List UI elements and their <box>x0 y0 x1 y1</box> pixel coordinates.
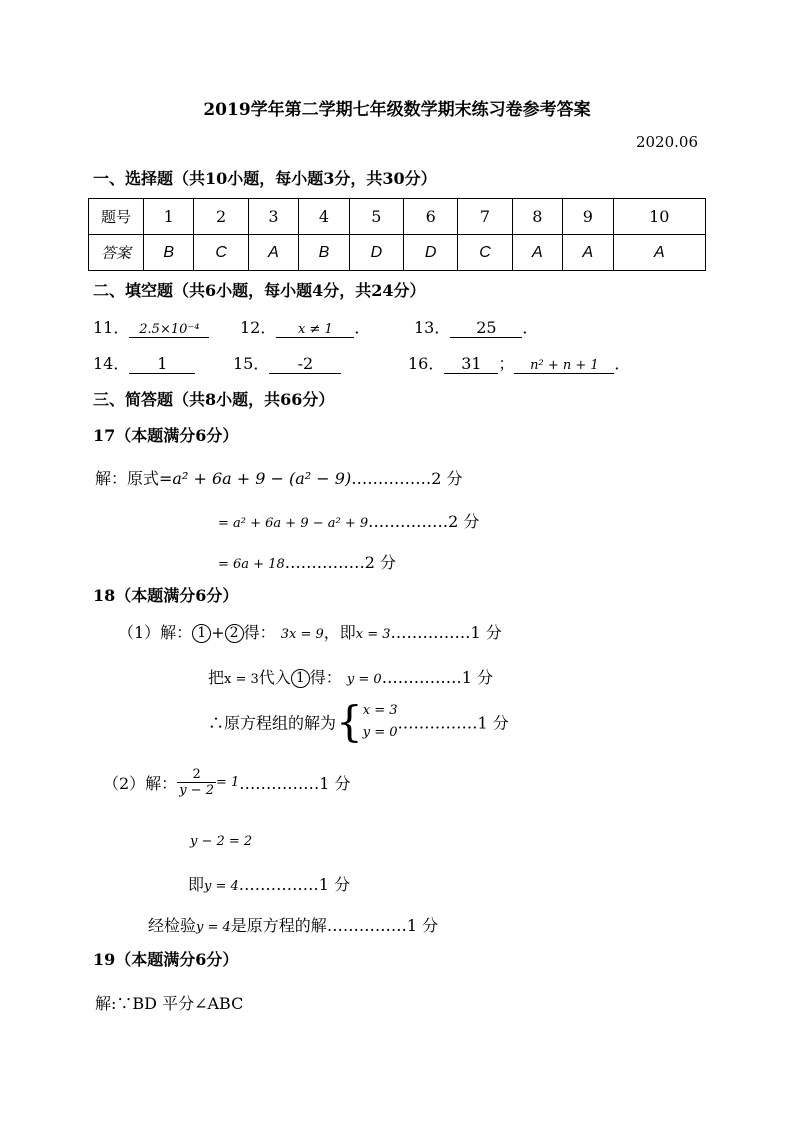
q17-line3 <box>218 550 396 573</box>
system-solution <box>363 700 398 744</box>
fill-q16 <box>408 351 630 374</box>
math-expression: = 6a + 18 <box>218 557 285 572</box>
date: 2020.06 <box>635 133 698 151</box>
circled-one: 1 <box>291 669 310 688</box>
score-dots: ……………1 分 <box>326 916 439 935</box>
score-dots: ……………1 分 <box>239 774 351 793</box>
q-number: 15． <box>233 354 270 373</box>
score-dots: ……………1 分 <box>238 875 351 894</box>
answer-blank: 31 <box>444 354 498 374</box>
q-tail: ． <box>354 318 371 337</box>
score-dots: ……………2 分 <box>351 469 463 488</box>
fill-q13 <box>414 315 538 338</box>
table-cell: 3 <box>248 199 298 235</box>
math-expression: x = 3 <box>362 703 398 718</box>
fill-q12 <box>240 315 370 338</box>
table-cell: A <box>512 235 562 271</box>
table-cell: D <box>349 235 403 271</box>
answer-blank: 25 <box>450 318 522 338</box>
q17-line1 <box>95 466 462 489</box>
q18-part2-line1 <box>103 767 351 798</box>
q19-line1: 解:∵BD 平分∠ABC <box>95 994 244 1013</box>
q-number: 13． <box>414 318 451 337</box>
plus-sign: + <box>211 623 225 642</box>
q18-part1-line3 <box>208 697 509 746</box>
math-expression: y = 0 <box>346 672 382 687</box>
table-cell: 5 <box>349 199 403 235</box>
answer-blank: -2 <box>269 354 341 374</box>
table-cell: 7 <box>458 199 512 235</box>
table-cell: C <box>458 235 512 271</box>
q18-part2-line3 <box>188 872 350 895</box>
table-cell: D <box>404 235 458 271</box>
answer-blank: x ≠ 1 <box>276 322 354 338</box>
answer-blank: 2.5×10⁻⁴ <box>129 322 209 338</box>
text: ，即 <box>323 623 356 642</box>
q-number: 11． <box>93 318 130 337</box>
solution-label: 解：原式= <box>95 469 173 488</box>
circled-one: 1 <box>192 624 211 643</box>
q-number: 12． <box>240 318 277 337</box>
fill-q15 <box>233 351 341 374</box>
q18-part1-line2 <box>208 665 493 688</box>
row-header-answer: 答案 <box>89 235 144 271</box>
table-cell: 6 <box>404 199 458 235</box>
score-dots: ……………2 分 <box>284 553 397 572</box>
math-expression: = 1 <box>215 775 240 790</box>
q-tail: ． <box>614 354 631 373</box>
denominator: y − 2 <box>179 783 214 798</box>
answer-table <box>88 198 706 271</box>
fraction <box>177 767 216 798</box>
section1-heading: 一、选择题（共10小题，每小题3分，共30分） <box>93 169 437 188</box>
math-expression: y = 4 <box>196 920 231 935</box>
part-label: （1）解： <box>118 623 193 642</box>
table-cell: 8 <box>512 199 562 235</box>
table-cell: A <box>248 235 298 271</box>
section3-heading: 三、简答题（共8小题，共66分） <box>93 390 335 409</box>
row-header-number: 题号 <box>89 199 144 235</box>
text: 是原方程的解 <box>230 916 327 935</box>
table-cell: 4 <box>299 199 349 235</box>
table-row-answers <box>89 235 706 271</box>
table-cell: 1 <box>144 199 194 235</box>
answer-blank: n² + n + 1 <box>514 358 614 374</box>
q-number: 14． <box>93 354 130 373</box>
math-expression: y = 0 <box>362 725 398 740</box>
table-cell: 2 <box>194 199 248 235</box>
table-cell: 10 <box>613 199 705 235</box>
text: 即 <box>188 875 205 894</box>
q-sep: ； <box>498 354 515 373</box>
circled-two: 2 <box>225 624 244 643</box>
q-tail: ． <box>522 318 539 337</box>
page-title: 2019学年第二学期七年级数学期末练习卷参考答案 <box>203 100 591 120</box>
text: 得： <box>243 623 276 642</box>
text: ∴原方程组的解为 <box>208 713 337 733</box>
q17-line2 <box>218 509 479 532</box>
table-cell: A <box>613 235 705 271</box>
table-cell: 9 <box>563 199 613 235</box>
q18-part2-line4 <box>148 913 438 936</box>
score-dots: ……………2 分 <box>368 512 480 531</box>
math-expression: x = 3 <box>355 627 391 642</box>
score-dots: ……………1 分 <box>397 713 509 733</box>
math-expression: 3x = 9 <box>280 627 324 642</box>
score-dots: ……………1 分 <box>381 668 493 687</box>
math-expression: = a² + 6a + 9 − a² + 9 <box>218 516 369 531</box>
math-expression: y = 4 <box>204 879 239 894</box>
table-cell: B <box>144 235 194 271</box>
part-label: （2）解： <box>103 774 178 793</box>
q18-part2-line2 <box>190 830 252 849</box>
text: 得： <box>309 668 342 687</box>
text: 把 <box>208 668 225 687</box>
numerator: 2 <box>177 767 216 783</box>
math-expression: y − 2 = 2 <box>190 834 253 849</box>
fill-q14 <box>93 351 195 374</box>
q-number: 16． <box>408 354 445 373</box>
math-expression: a² + 6a + 9 − (a² − 9) <box>172 469 352 488</box>
table-cell: B <box>299 235 349 271</box>
table-cell: A <box>563 235 613 271</box>
answer-blank: 1 <box>129 354 195 374</box>
fill-q11 <box>93 315 209 338</box>
table-cell: C <box>194 235 248 271</box>
table-row-numbers <box>89 199 706 235</box>
q19-heading: 19（本题满分6分） <box>93 950 239 969</box>
math-expression: x = 3 <box>224 672 259 687</box>
text: 经检验 <box>148 916 197 935</box>
score-dots: ……………1 分 <box>390 623 502 642</box>
section2-heading: 二、填空题（共6小题，每小题4分，共24分） <box>93 281 426 300</box>
q17-heading: 17（本题满分6分） <box>93 426 239 445</box>
q18-part1-line1 <box>118 620 502 643</box>
text: 代入 <box>258 668 291 687</box>
q18-heading: 18（本题满分6分） <box>93 586 239 605</box>
brace: { <box>336 697 363 746</box>
